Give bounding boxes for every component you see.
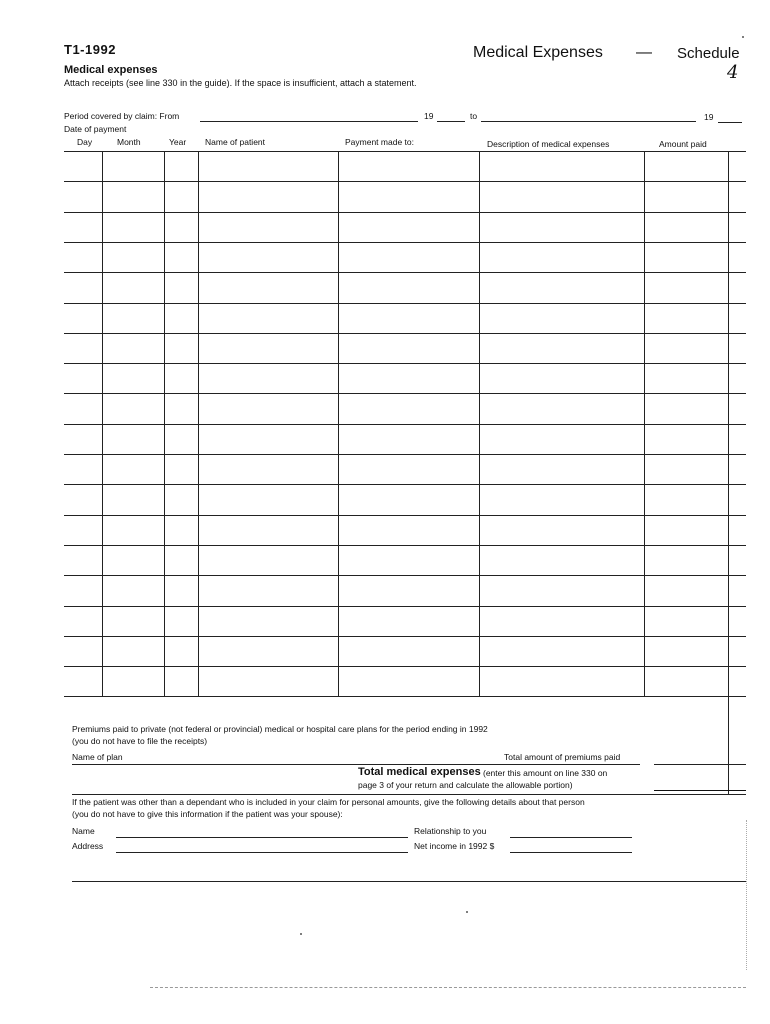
table-column-divider	[338, 151, 339, 696]
schedule-number-handwritten: 4	[727, 62, 739, 83]
person-address-field[interactable]	[116, 852, 408, 853]
person-name-label: Name	[72, 826, 95, 836]
period-to-field[interactable]	[481, 121, 696, 122]
name-of-plan-field[interactable]	[72, 764, 640, 765]
section-divider	[72, 794, 746, 795]
non-dependant-text-1: If the patient was other than a dependant who is included in your claim for personal amounts, give the following details about that person	[72, 797, 585, 807]
period-to-year-field[interactable]	[718, 122, 742, 123]
person-address-label: Address	[72, 841, 104, 851]
col-description: Description of medical expenses	[487, 139, 610, 149]
period-label: Period covered by claim: From	[64, 111, 180, 121]
net-income-label: Net income in 1992 $	[414, 841, 495, 851]
period-from-field[interactable]	[200, 121, 418, 122]
period-year-prefix-2: 19	[704, 112, 714, 122]
section-title: Medical expenses	[64, 64, 158, 76]
total-medical-expenses-field[interactable]	[654, 790, 746, 791]
form-title: Medical Expenses	[473, 44, 603, 61]
scan-speck	[300, 933, 302, 935]
total-premiums-label: Total amount of premiums paid	[504, 752, 621, 762]
name-of-plan-label: Name of plan	[72, 752, 123, 762]
scan-edge-line	[150, 987, 746, 988]
title-dash: —	[636, 44, 652, 61]
section-instructions: Attach receipts (see line 330 in the guide). If the space is insufficient, attach a statement.	[64, 78, 417, 88]
scan-side-edge	[746, 820, 747, 970]
relationship-label: Relationship to you	[414, 826, 487, 836]
total-medical-expenses-label: Total medical expenses	[358, 766, 481, 778]
net-income-field[interactable]	[510, 852, 632, 853]
table-column-divider	[164, 151, 165, 696]
amount-column-extension	[728, 696, 729, 794]
form-id: T1-1992	[64, 42, 116, 57]
table-column-divider	[479, 151, 480, 696]
period-year-prefix-1: 19	[424, 111, 434, 121]
col-year: Year	[169, 137, 187, 147]
period-from-year-field[interactable]	[437, 121, 465, 122]
col-day: Day	[77, 137, 93, 147]
col-month: Month	[117, 137, 141, 147]
date-of-payment-label: Date of payment	[64, 124, 127, 134]
non-dependant-text-2: (you do not have to give this information if the patient was your spouse):	[72, 809, 343, 819]
scan-speck	[742, 36, 744, 38]
total-note-1: (enter this amount on line 330 on	[483, 768, 608, 778]
premiums-text-2: (you do not have to file the receipts)	[72, 736, 208, 746]
col-amount-paid: Amount paid	[659, 139, 707, 149]
table-column-divider	[102, 151, 103, 696]
table-column-divider	[198, 151, 199, 696]
table-row[interactable]	[64, 696, 746, 697]
table-column-divider	[644, 151, 645, 696]
premiums-text-1: Premiums paid to private (not federal or provincial) medical or hospital care plans for the period ending in 1992	[72, 724, 488, 734]
relationship-field[interactable]	[510, 837, 632, 838]
table-column-divider	[728, 151, 729, 696]
person-name-field[interactable]	[116, 837, 408, 838]
bottom-rule	[72, 881, 746, 882]
total-premiums-field[interactable]	[654, 764, 746, 765]
schedule-label: Schedule	[677, 45, 740, 62]
col-payment-made-to: Payment made to:	[345, 137, 414, 147]
total-note-2: page 3 of your return and calculate the allowable portion)	[358, 780, 573, 790]
col-patient-name: Name of patient	[205, 137, 266, 147]
scan-speck	[466, 911, 468, 913]
period-to-label: to	[470, 111, 478, 121]
